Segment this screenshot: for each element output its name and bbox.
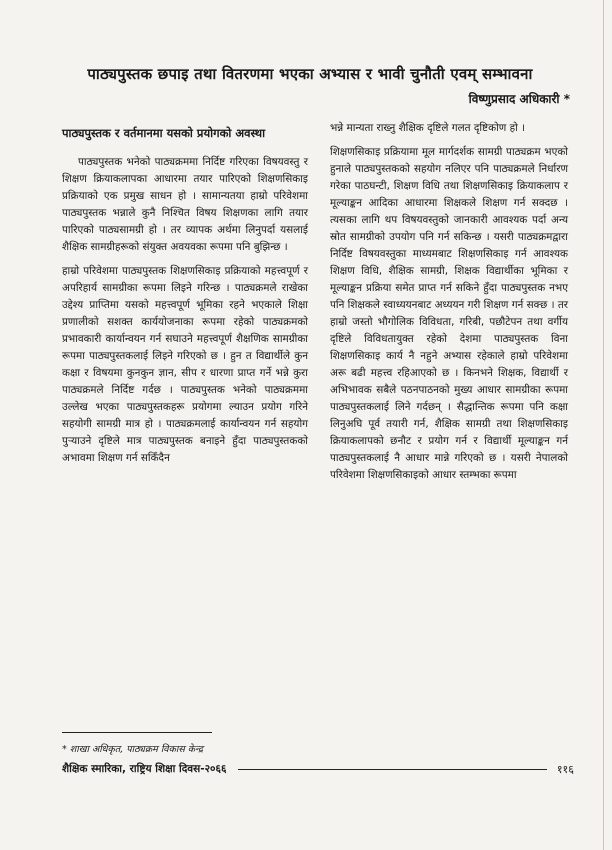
left-column: [62, 118, 308, 474]
paragraph: हाम्रो परिवेशमा पाठ्यपुस्तक शिक्षणसिकाइ प्रक्रियाको महत्त्वपूर्ण र अपरिहार्य सामग्रीका रूपमा लिइने गरिन्छ । पाठ्यक्रमले राखेका उद्देश्य प्राप्तिमा यसको महत्त्वपूर्ण भूमिका रहने भएकाले शिक्षा प्रणालीको सशक्त कार्ययोजनाका रूपमा रहेको पाठ्यक्रमको प्रभावकारी कार्यान्वयन गर्न सघाउने महत्त्वपूर्ण शैक्षणिक सामग्रीका रूपमा पाठ्यपुस्तकलाई लिइने गरिएको छ । हुन त विद्यार्थीले कुन कक्षा र विषयमा कुनकुन ज्ञान, सीप र धारणा प्राप्त गर्ने भन्ने कुरा पाठ्यक्रमले निर्दिष्ट गर्दछ । पाठ्यपुस्तक भनेको पाठ्यक्रममा उल्लेख भएका पाठ्यपुस्तकहरू प्रयोगमा ल्याउन प्रयोग गरिने सहयोगी सामग्री मात्र हो । पाठ्यक्रमलाई कार्यान्वयन गर्न सहयोग पुऱ्याउने दृष्टिले मात्र पाठ्यपुस्तक बनाइने हुँदा पाठ्यपुस्तकको अभावमा शिक्षण गर्न सकिँदैन: [62, 265, 308, 464]
paragraph: भन्ने मान्यता राख्नु शैक्षिक दृष्टिले गलत दृष्टिकोण हो ।: [330, 122, 526, 134]
section-heading: पाठ्यपुस्तक र वर्तमानमा यसको प्रयोगको अवस्था: [62, 126, 266, 140]
paragraph: पाठ्यपुस्तक भनेको पाठ्यक्रममा निर्दिष्ट गरिएका विषयवस्तु र शिक्षण क्रियाकलापका आधारमा तयार पारिएको शिक्षणसिकाइ प्रक्रियाको एक प्रमुख साधन हो । सामान्यतया हाम्रो परिवेशमा पाठ्यपुस्तक भन्नाले कुनै निश्चित विषय शिक्षणका लागि तयार पारिएको पाठ्यसामग्री हो । तर व्यापक अर्थमा लिनुपर्दा यसलाई शैक्षिक सामग्रीहरूको संयुक्त अवयवका रूपमा पनि बुझिन्छ ।: [62, 156, 308, 253]
publication-name: शैक्षिक स्मारिका, राष्ट्रिय शिक्षा दिवस-२०६६: [62, 763, 227, 775]
author-name: विष्णुप्रसाद अधिकारी *: [468, 92, 570, 106]
page-edge-shadow: [603, 0, 604, 850]
page-number: ११६: [556, 762, 574, 776]
footer-rule: [238, 769, 546, 770]
page-footer: [62, 760, 574, 778]
footnote: * शाखा अधिकृत, पाठ्यक्रम विकास केन्द्र: [62, 744, 204, 755]
paragraph: शिक्षणसिकाइ प्रक्रियामा मूल मार्गदर्शक सामग्री पाठ्यक्रम भएको हुनाले पाठ्यपुस्तकको सहयोग नलिएर पनि पाठ्यक्रमले निर्धारण गरेका पाठघन्टी, शिक्षण विधि तथा शिक्षणसिकाइ क्रियाकलाप र मूल्याङ्कन आदिका आधारमा शिक्षकले शिक्षण गर्न सक्दछ । त्यसका लागि थप विषयवस्तुको जानकारी आवश्यक पर्दा अन्य स्रोत सामग्रीको उपयोग पनि गर्न सकिन्छ । यसरी पाठ्यक्रमद्वारा निर्दिष्ट विषयवस्तुका माध्यमबाट शिक्षणसिकाइ गर्न आवश्यक शिक्षण विधि, शैक्षिक सामग्री, शिक्षक विद्यार्थीका भूमिका र मूल्याङ्कन प्रक्रिया समेत प्राप्त गर्न सकिने हुँदा पाठ्यपुस्तक नभए पनि शिक्षकले स्वाध्ययनबाट अध्ययन गरी शिक्षण गर्न सक्छ । तर हाम्रो जस्तो भौगोलिक विविधता, गरिबी, पछौटेपन तथा वर्गीय दृष्टिले विविधतायुक्त रहेको देशमा पाठ्यपुस्तक विना शिक्षणसिकाइ कार्य नै नहुने अभ्यास रहेकाले हाम्रो परिवेशमा अरू बढी महत्त्व रहिआएको छ । किनभने शिक्षक, विद्यार्थी र अभिभावक सबैले पठनपाठनको मुख्य आधार सामग्रीका रूपमा पाठ्यपुस्तकलाई लिने गर्दछन् । सैद्धान्तिक रूपमा पनि कक्षा लिनुअघि पूर्व तयारी गर्न, शैक्षिक सामग्री तथा शिक्षणसिकाइ क्रियाकलापको छनौट र प्रयोग गर्न र विद्यार्थी मूल्याङ्कन गर्न पाठ्यपुस्तकलाई नै आधार मान्ने गरिएको छ । यसरी नेपालको परिवेशमा शिक्षणसिकाइको आधार स्तम्भका रूपमा: [330, 146, 568, 481]
article-title: पाठ्यपुस्तक छपाइ तथा वितरणमा भएका अभ्यास र भावी चुनौती एवम् सम्भावना: [87, 65, 533, 83]
right-column: [330, 120, 568, 491]
footnote-divider: [62, 732, 212, 733]
